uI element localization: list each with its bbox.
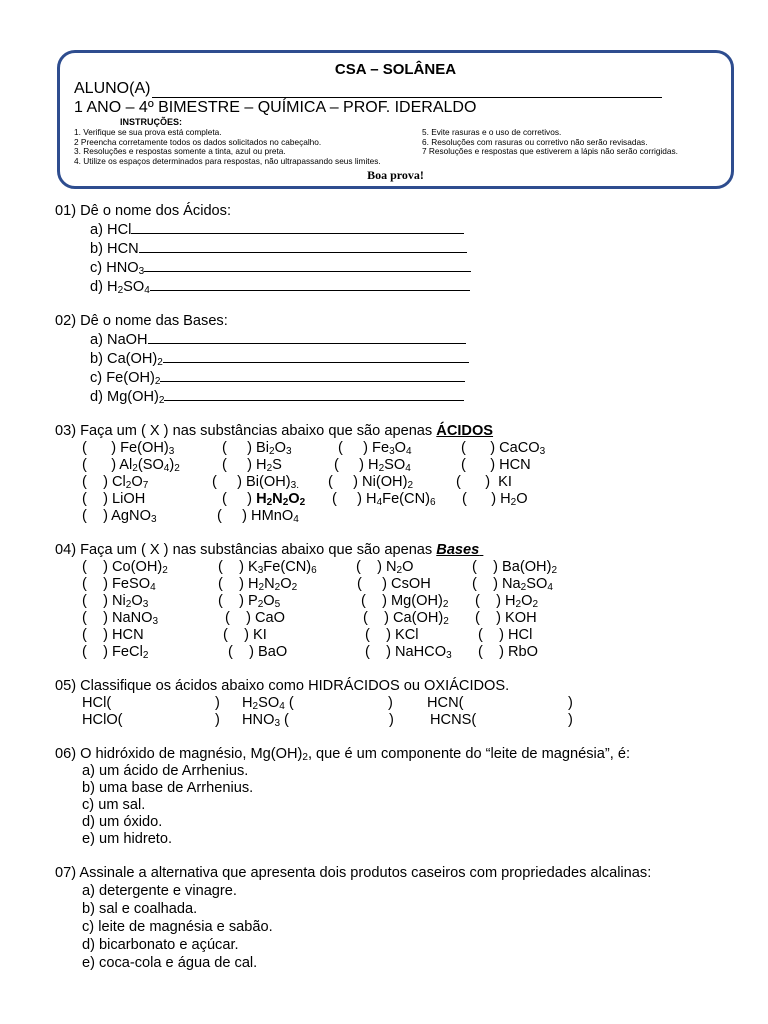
- checkbox-option[interactable]: ( ) BaO: [228, 644, 288, 660]
- instruction-item: 2 Preencha corretamente todos os dados solicitados no cabeçalho.: [74, 136, 322, 147]
- answer-blank[interactable]: [163, 349, 469, 363]
- checkbox-option[interactable]: ( ) $H_2N_2O_2$: [222, 491, 306, 508]
- checkbox-option[interactable]: ( ) $Ni_2O_3$: [82, 593, 149, 610]
- checkbox-option[interactable]: ( ) $H_2SO_4$: [334, 457, 411, 474]
- question-5: [55, 678, 745, 729]
- school-title: CSA – SOLÂNEA: [334, 61, 457, 78]
- checkbox-option[interactable]: ( ) $Bi(OH)_{3.}$: [212, 474, 299, 491]
- checkbox-option[interactable]: ( ) $H_2O_2$: [475, 593, 539, 610]
- answer-line: b) HCN: [55, 239, 745, 258]
- checkbox-row: [55, 644, 745, 661]
- checkbox-option[interactable]: ( ) FeCl$_2$: [82, 644, 149, 661]
- checkbox-row: [55, 593, 745, 610]
- checkbox-option[interactable]: ( ) $H_2N_2O_2$: [218, 576, 298, 593]
- classify-item[interactable]: HCNS(: [430, 712, 477, 728]
- exam-questions: [55, 203, 745, 989]
- instructions-title: INSTRUÇÕES:: [120, 117, 183, 127]
- choice-option[interactable]: a) um ácido de Arrhenius.: [82, 763, 249, 779]
- checkbox-row: [55, 440, 745, 457]
- checkbox-option[interactable]: ( ) $Ba(OH)_2$: [472, 559, 558, 576]
- answer-line: c) $Fe(OH)_2$: [55, 368, 745, 387]
- checkbox-option[interactable]: ( ) RbO: [478, 644, 538, 660]
- instruction-item: 5. Evite rasuras e o uso de corretivos.: [422, 127, 562, 137]
- good-luck-text: Boa prova!: [367, 168, 424, 183]
- answer-blank[interactable]: [144, 258, 471, 272]
- checkbox-row: [55, 508, 745, 525]
- choice-option[interactable]: c) um sal.: [82, 797, 146, 813]
- question-prompt: 06) O hidróxido de magnésio, $Mg(OH)_2$, que é um componente do “leite de magnésia”, é:: [55, 746, 631, 763]
- checkbox-option[interactable]: ( ) KI: [456, 474, 512, 490]
- question-1: [55, 203, 745, 296]
- checkbox-option[interactable]: ( ) $H_4Fe(CN)_6$: [332, 491, 436, 508]
- emphasis-acidos: ÁCIDOS: [436, 423, 494, 439]
- classify-item[interactable]: HCN(: [427, 695, 464, 711]
- question-2: [55, 313, 745, 406]
- checkbox-row: [55, 627, 745, 644]
- answer-blank[interactable]: [131, 220, 464, 234]
- question-prompt: 02) Dê o nome das Bases:: [55, 313, 228, 329]
- checkbox-option[interactable]: ( ) $H_2S$: [222, 457, 282, 474]
- checkbox-option[interactable]: ( ) HCl: [478, 627, 533, 643]
- instruction-item: 3. Resoluções e respostas somente a tinta, azul ou preta.: [74, 146, 286, 157]
- checkbox-option[interactable]: ( ) $Ni(OH)_2$: [328, 474, 414, 491]
- checkbox-option[interactable]: ( ) CaO: [225, 610, 285, 626]
- classify-item[interactable]: HCl(: [82, 695, 112, 711]
- choice-option[interactable]: e) um hidreto.: [82, 831, 173, 847]
- checkbox-option[interactable]: ( ) $P_2O_5$: [218, 593, 281, 610]
- question-prompt: 07) Assinale a alternativa que apresenta dois produtos caseiros com propriedades alcalinas:: [55, 865, 652, 881]
- checkbox-option[interactable]: ( ) KCl: [365, 627, 419, 643]
- checkbox-option[interactable]: ( ) $Bi_2O_3$: [222, 440, 292, 457]
- checkbox-option[interactable]: ( ) LiOH: [82, 491, 146, 507]
- classify-close: ): [568, 695, 573, 711]
- classify-item[interactable]: HClO(: [82, 712, 123, 728]
- answer-blank[interactable]: [164, 387, 464, 401]
- checkbox-option[interactable]: ( ) NaNO$_3$: [82, 610, 159, 627]
- choice-option[interactable]: d) bicarbonato e açúcar.: [82, 937, 239, 953]
- checkbox-option[interactable]: ( ) AgNO$_3$: [82, 508, 157, 525]
- checkbox-option[interactable]: ( ) FeSO$_4$: [82, 576, 156, 593]
- checkbox-option[interactable]: ( ) $Al_2(SO_4)_2$: [82, 457, 180, 474]
- checkbox-row: [55, 474, 745, 491]
- checkbox-option[interactable]: ( ) $Fe_3O_4$: [338, 440, 412, 457]
- classify-close: ): [215, 695, 220, 711]
- choice-option[interactable]: d) um óxido.: [82, 814, 163, 830]
- choice-option[interactable]: e) coca-cola e água de cal.: [82, 955, 258, 971]
- choice-option[interactable]: c) leite de magnésia e sabão.: [82, 919, 273, 935]
- checkbox-option[interactable]: ( ) $Na_2SO_4$: [472, 576, 553, 593]
- question-prompt: 01) Dê o nome dos Ácidos:: [55, 203, 232, 219]
- question-prompt: 03) Faça um ( X ) nas substâncias abaixo que são apenas ÁCIDOS: [55, 423, 494, 439]
- classify-close: ): [388, 695, 393, 711]
- checkbox-row: [55, 559, 745, 576]
- checkbox-row: [55, 576, 745, 593]
- class-line: 1 ANO – 4º BIMESTRE – QUÍMICA – PROF. IDERALDO: [74, 99, 477, 116]
- student-name-line: [74, 79, 717, 98]
- question-6: [55, 746, 745, 848]
- answer-line: d) $H_2SO_4$: [55, 277, 745, 296]
- checkbox-option[interactable]: ( ) $H_2O$: [462, 491, 528, 508]
- classify-close: ): [389, 712, 394, 728]
- checkbox-option[interactable]: ( ) KI: [223, 627, 267, 643]
- checkbox-row: [55, 491, 745, 508]
- checkbox-option[interactable]: ( ) HMnO$_4$: [217, 508, 299, 525]
- answer-line: b) $Ca(OH)_2$: [55, 349, 745, 368]
- checkbox-option[interactable]: ( ) $N_2O$: [356, 559, 414, 576]
- answer-line: d) $Mg(OH)_2$: [55, 387, 745, 406]
- question-prompt: 05) Classifique os ácidos abaixo como HIDRÁCIDOS ou OXIÁCIDOS.: [55, 678, 510, 694]
- classify-row: [55, 712, 745, 729]
- classify-close: ): [568, 712, 573, 728]
- checkbox-option[interactable]: ( ) $Fe(OH)_3$: [82, 440, 175, 457]
- answer-line: a) NaOH: [55, 330, 745, 349]
- instruction-item: 1. Verifique se sua prova está completa.: [74, 127, 222, 137]
- checkbox-row: [55, 610, 745, 627]
- choice-option[interactable]: a) detergente e vinagre.: [82, 883, 237, 899]
- choice-option[interactable]: b) sal e coalhada.: [82, 901, 198, 917]
- question-4: [55, 542, 745, 661]
- classify-close: ): [215, 712, 220, 728]
- answer-blank[interactable]: [139, 239, 467, 253]
- checkbox-option[interactable]: ( ) NaHCO$_3$: [365, 644, 452, 661]
- classify-item[interactable]: $HNO_3$ (: [242, 712, 289, 729]
- question-3: [55, 423, 745, 525]
- answer-line: c) $HNO_3$: [55, 258, 745, 277]
- student-label: ALUNO(A): [74, 80, 151, 97]
- classify-item[interactable]: $H_2SO_4$ (: [242, 695, 294, 712]
- emphasis-bases: Bases: [436, 542, 480, 558]
- answer-blank[interactable]: [150, 277, 470, 291]
- checkbox-option[interactable]: ( ) HCN: [461, 457, 531, 473]
- checkbox-option[interactable]: ( ) CaCO$_3$: [461, 440, 546, 457]
- answer-blank[interactable]: [160, 368, 465, 382]
- checkbox-row: [55, 457, 745, 474]
- choice-option[interactable]: b) uma base de Arrhenius.: [82, 780, 254, 796]
- answer-line: a) HCl: [55, 220, 745, 239]
- student-name-blank[interactable]: [152, 82, 662, 98]
- checkbox-option[interactable]: ( ) $Co(OH)_2$: [82, 559, 168, 576]
- checkbox-option[interactable]: ( ) KOH: [475, 610, 537, 626]
- checkbox-option[interactable]: ( ) $Ca(OH)_2$: [363, 610, 449, 627]
- checkbox-option[interactable]: ( ) HCN: [82, 627, 144, 643]
- instructions-list: [74, 128, 717, 166]
- checkbox-option[interactable]: ( ) CsOH: [357, 576, 431, 592]
- question-7: [55, 865, 745, 972]
- instruction-item: 6. Resoluções com rasuras ou corretivo não serão revisadas.: [422, 136, 648, 147]
- checkbox-option[interactable]: ( ) $K_3Fe(CN)_6$: [218, 559, 317, 576]
- question-prompt: 04) Faça um ( X ) nas substâncias abaixo que são apenas Bases: [55, 542, 480, 558]
- checkbox-option[interactable]: ( ) $Mg(OH)_2$: [361, 593, 449, 610]
- answer-blank[interactable]: [148, 330, 466, 344]
- classify-row: [55, 695, 745, 712]
- instruction-item: 7 Resoluções e respostas que estiverem a lápis não serão corrigidas.: [422, 146, 678, 157]
- checkbox-option[interactable]: ( ) $Cl_2O_7$: [82, 474, 149, 491]
- header-box: [57, 50, 734, 189]
- instruction-item: 4. Utilize os espaços determinados para respostas, não ultrapassando seus limites.: [74, 155, 381, 166]
